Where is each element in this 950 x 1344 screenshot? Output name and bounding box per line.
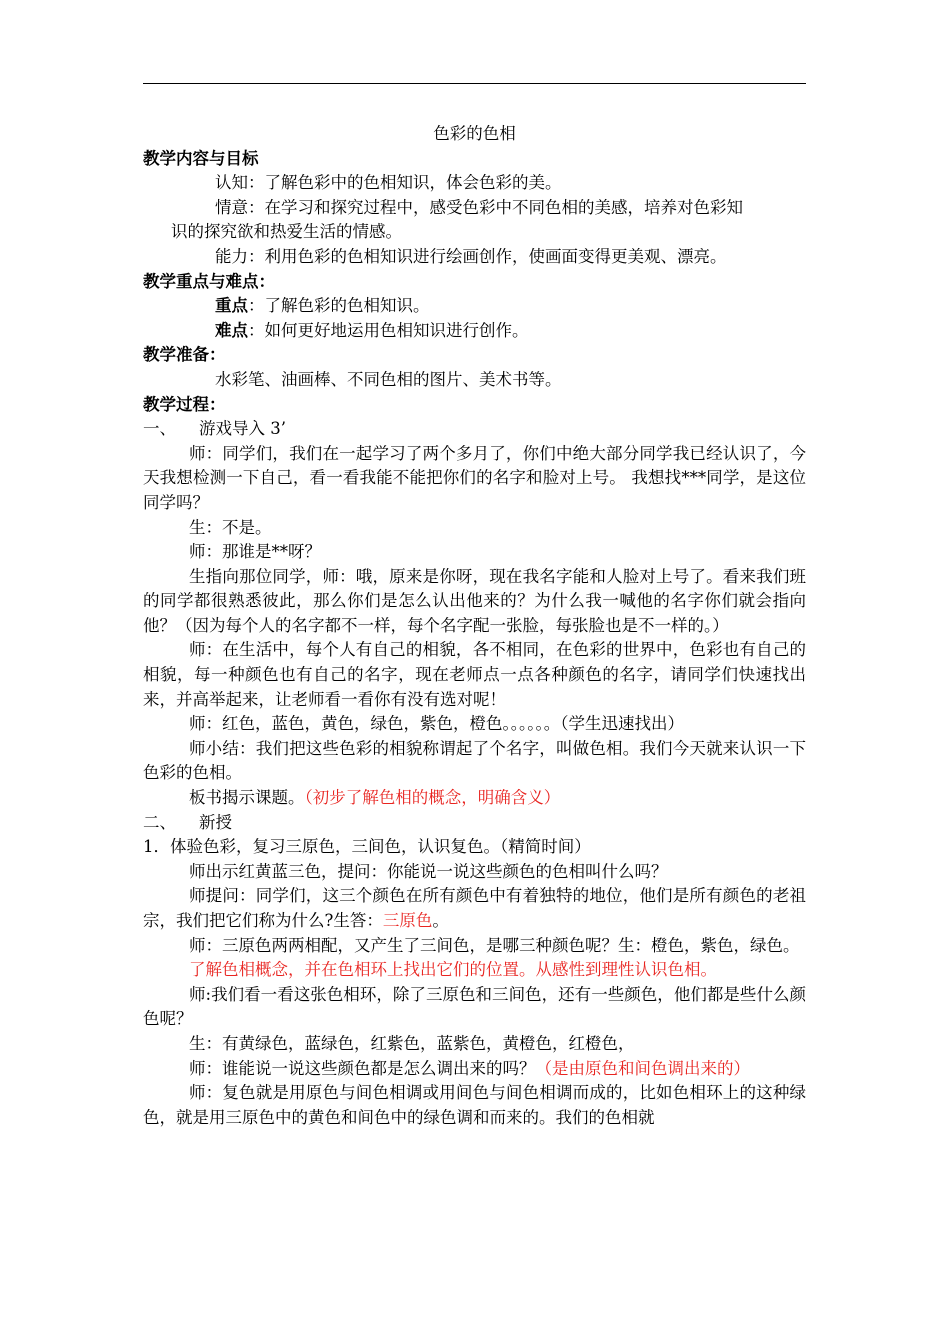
part2-para4-note: 了解色相概念，并在色相环上找出它们的位置。从感性到理性认识色相。	[189, 960, 717, 980]
part2-para7-note: （是由原色和间色调出来的）	[535, 1058, 750, 1078]
goal-affect-line1: 情意：在学习和探究过程中，感受色彩中不同色相的美感，培养对色彩知	[215, 197, 743, 217]
part2-para5: 师:我们看一看这张色相环，除了三原色和三间色，还有一些颜色，他们都是些什么颜色呢？	[143, 984, 806, 1029]
heading-preparation: 教学准备：	[143, 345, 226, 365]
part1-para1: 师：同学们，我们在一起学习了两个多月了，你们中绝大部分同学我已经认识了，今天我想检测一下自己，看一看我能不能把你们的名字和脸对上号。 我想找***同学，是这位同学吗？	[143, 443, 806, 512]
part2-para1: 师出示红黄蓝三色，提问：你能说一说这些颜色的色相叫什么吗？	[189, 861, 668, 881]
heading-process: 教学过程：	[143, 394, 226, 414]
difficult-point-label: 难点	[215, 320, 248, 340]
part2-para8: 师：复色就是用原色与间色相调或用间色与间色相调而成的，比如色相环上的这种绿色，就是用三原色中的黄色和间色中的绿色调和而来的。我们的色相就	[143, 1083, 806, 1127]
heading-key-points: 教学重点与难点：	[143, 271, 275, 291]
part2-label: 新授	[199, 812, 232, 832]
heading-goals: 教学内容与目标	[143, 148, 259, 168]
part1-heading	[143, 417, 806, 442]
part2-para2-answer: 三原色	[382, 911, 433, 930]
part1-para8-text: 板书揭示课题。	[189, 788, 305, 808]
part2-number: 二、	[143, 812, 176, 832]
key-point	[143, 294, 806, 319]
part2-step1: 1．体验色彩，复习三原色，三间色，认识复色。（精简时间）	[143, 837, 591, 857]
key-point-label: 重点	[215, 296, 248, 316]
document-title: 色彩的色相	[433, 124, 516, 143]
part2-para2-text: 师提问：同学们，这三个颜色在所有颜色中有着独特的地位，他们是所有颜色的老祖宗，我们把它们称为什么?生答：	[143, 886, 806, 930]
part1-para8	[143, 786, 806, 811]
difficult-point	[143, 319, 806, 344]
part1-label: 游戏导入 3’	[199, 419, 286, 439]
part2-para7-text: 师：谁能说一说这些颜色都是怎么调出来的吗？	[189, 1058, 536, 1078]
header-rule	[143, 83, 806, 84]
goal-ability: 能力：利用色彩的色相知识进行绘画创作，使画面变得更美观、漂亮。	[215, 246, 727, 266]
difficult-point-text: ：如何更好地运用色相知识进行创作。	[248, 320, 529, 340]
goal-cognition: 认知：了解色彩中的色相知识，体会色彩的美。	[215, 173, 562, 193]
part2-para2	[143, 884, 806, 933]
part1-para4: 生指向那位同学，师：哦，原来是你呀，现在我名字能和人脸对上号了。看来我们班的同学都很熟悉彼此，那么你们是怎么认出他来的？为什么我一喊他的名字你们就会指向他？（因为每个人的名字都不一样，每个名字配一张脸，每张脸也是不一样的。）	[143, 566, 806, 635]
part1-para3: 师：那谁是**呀？	[189, 542, 321, 562]
part1-para8-note: （初步了解色相的概念，明确含义）	[304, 788, 561, 808]
part1-number: 一、	[143, 419, 176, 439]
key-point-text: ：了解色彩的色相知识。	[248, 296, 430, 316]
part1-para6: 师：红色，蓝色，黄色，绿色，紫色，橙色。。。。。。（学生迅速找出）	[189, 714, 684, 734]
part2-para3: 师：三原色两两相配，又产生了三间色，是哪三种颜色呢？生：橙色，紫色，绿色。	[189, 935, 800, 955]
part2-para7	[143, 1057, 806, 1082]
part1-para2: 生：不是。	[189, 517, 272, 537]
part2-heading	[143, 811, 806, 836]
document-body	[143, 122, 806, 1130]
part2-para2-end: 。	[432, 911, 449, 930]
goal-affect-line2: 识的探究欲和热爱生活的情感。	[171, 222, 402, 242]
part1-para7: 师小结：我们把这些色彩的相貌称谓起了个名字，叫做色相。我们今天就来认识一下色彩的色相。	[143, 738, 806, 783]
preparation-text: 水彩笔、油画棒、不同色相的图片、美术书等。	[215, 369, 562, 389]
part2-para6: 生：有黄绿色，蓝绿色，红紫色，蓝紫色，黄橙色，红橙色，	[189, 1033, 635, 1053]
part1-para5: 师：在生活中，每个人有自己的相貌，各不相同，在色彩的世界中，色彩也有自己的相貌，每一种颜色也有自己的名字，现在老师点一点各种颜色的名字，请同学们快速找出来，并高举起来，让老师看一看你有没有选对呢！	[143, 640, 806, 709]
